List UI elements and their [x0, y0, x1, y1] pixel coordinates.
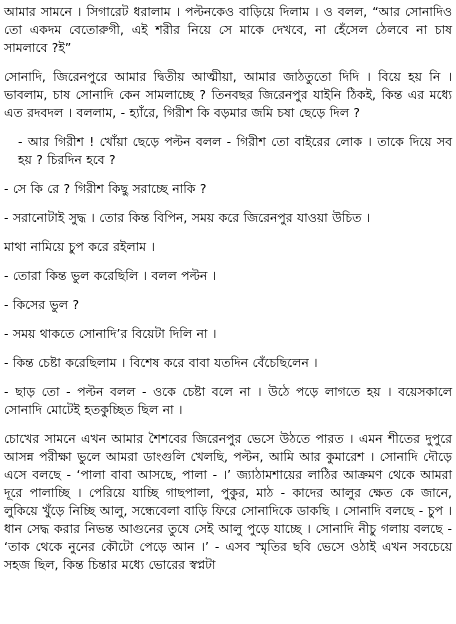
- paragraph-5: - সরানোটাই সুদ্ধ । তোর কিন্ত বিপিন, সময় করে জিরেনপুর যাওয়া উচিত ।: [4, 210, 371, 225]
- paragraph-3: - আর গিরীশ ! খোঁয়া ছেড়ে পল্টন বলল - গিরীশ তো বাইরের লোক । তাকে দিয়ে সব হয় ? চিরদিন হবে ?: [18, 134, 452, 167]
- paragraph-2: সোনাদি, জিরেনপুরে আমার দ্বিতীয় আত্মীয়া, আমার জাঠতুতো দিদি । বিয়ে হয় নি । ভাবলাম, চাষ সোনাদি কেন সামলাচ্ছে ? তিনবছর জিরেনপুর যাইনি ঠিকই, কিন্ত এর মধ্যে এত রদবদল । বললাম, - হ্যাঁরে, গিরীশ কি বড়মার জমি চষা ছেড়ে দিল ?: [4, 69, 452, 120]
- paragraph-12: চোখের সামনে এখন আমার শৈশবের জিরেনপুর ভেসে উঠতে পারত । এমন শীতের দুপুরে আসন্ন পরীক্ষা ভুলে আমরা ডাংগুলি খেলছি, পল্টন, আমি আর কুমারেশ । সোনাদি দৌড়ে এসে বলছে - ‘পালা বাবা আসছে, পালা - ।’ জ্যাঠামশায়ের লাঠির আক্রমণ থেকে আমরা দূরে পালাচ্ছি । পেরিয়ে যাচ্ছি গাছপালা, পুকুর, মাঠ - কাদের আলুর ক্ষেত কে জানে, লুকিয়ে খুঁড়ে নিচ্ছি আলু, সন্ধেবেলা বাড়ি ফিরে সোনাদিকে ডাকছি । সোনাদি বলছে - চুপ । ধান সেদ্ধ করার নিভন্ত আগুনের তুষে সেই আলু পুড়ে যাচ্ছে । সোনাদি নীচু গলায় বলছে - ‘তাক থেকে নুনের কৌটো পেড়ে আন ।’ - এসব স্মৃতির ছবি ভেসে ওঠাই এখন সবচেয়ে সহজ ছিল, কিন্ত চিন্তার মধ্যে ভোরের স্বপ্নটা: [4, 431, 452, 572]
- paragraph-1: আমার সামনে । সিগারেট ধরালাম । পল্টনকেও বাড়িয়ে দিলাম । ও বলল, “আর সোনাদিও তো একদম বেতোরুগী, এই শরীর নিয়ে সে মাকে দেখবে, না হেঁসেল ঠেলবে না চাষ সামলাবে ?ই”: [4, 4, 452, 55]
- paragraph-4: - সে কি রে ? গিরীশ কিছু সরাচ্ছে নাকি ?: [4, 181, 207, 196]
- paragraph-11: - ছাড় তো - পল্টন বলল - ওকে চেষ্টা বলে না । উঠে পড়ে লাগতে হয় । বয়েসকালে সোনাদি মোটেই হতকুচ্ছিত ছিল না ।: [4, 384, 452, 417]
- paragraph-9: - সময় থাকতে সোনাদি’র বিয়েটা দিলি না ।: [4, 326, 217, 341]
- paragraph-7: - তোরা কিন্ত ভুল করেছিলি । বলল পল্টন ।: [4, 268, 217, 283]
- paragraph-10: - কিন্ত চেষ্টা করেছিলাম । বিশেষ করে বাবা যতদিন বেঁচেছিলেন ।: [4, 355, 318, 370]
- paragraph-6: মাথা নামিয়ে চুপ করে রইলাম ।: [4, 239, 155, 254]
- paragraph-8: - কিসের ভুল ?: [4, 297, 80, 312]
